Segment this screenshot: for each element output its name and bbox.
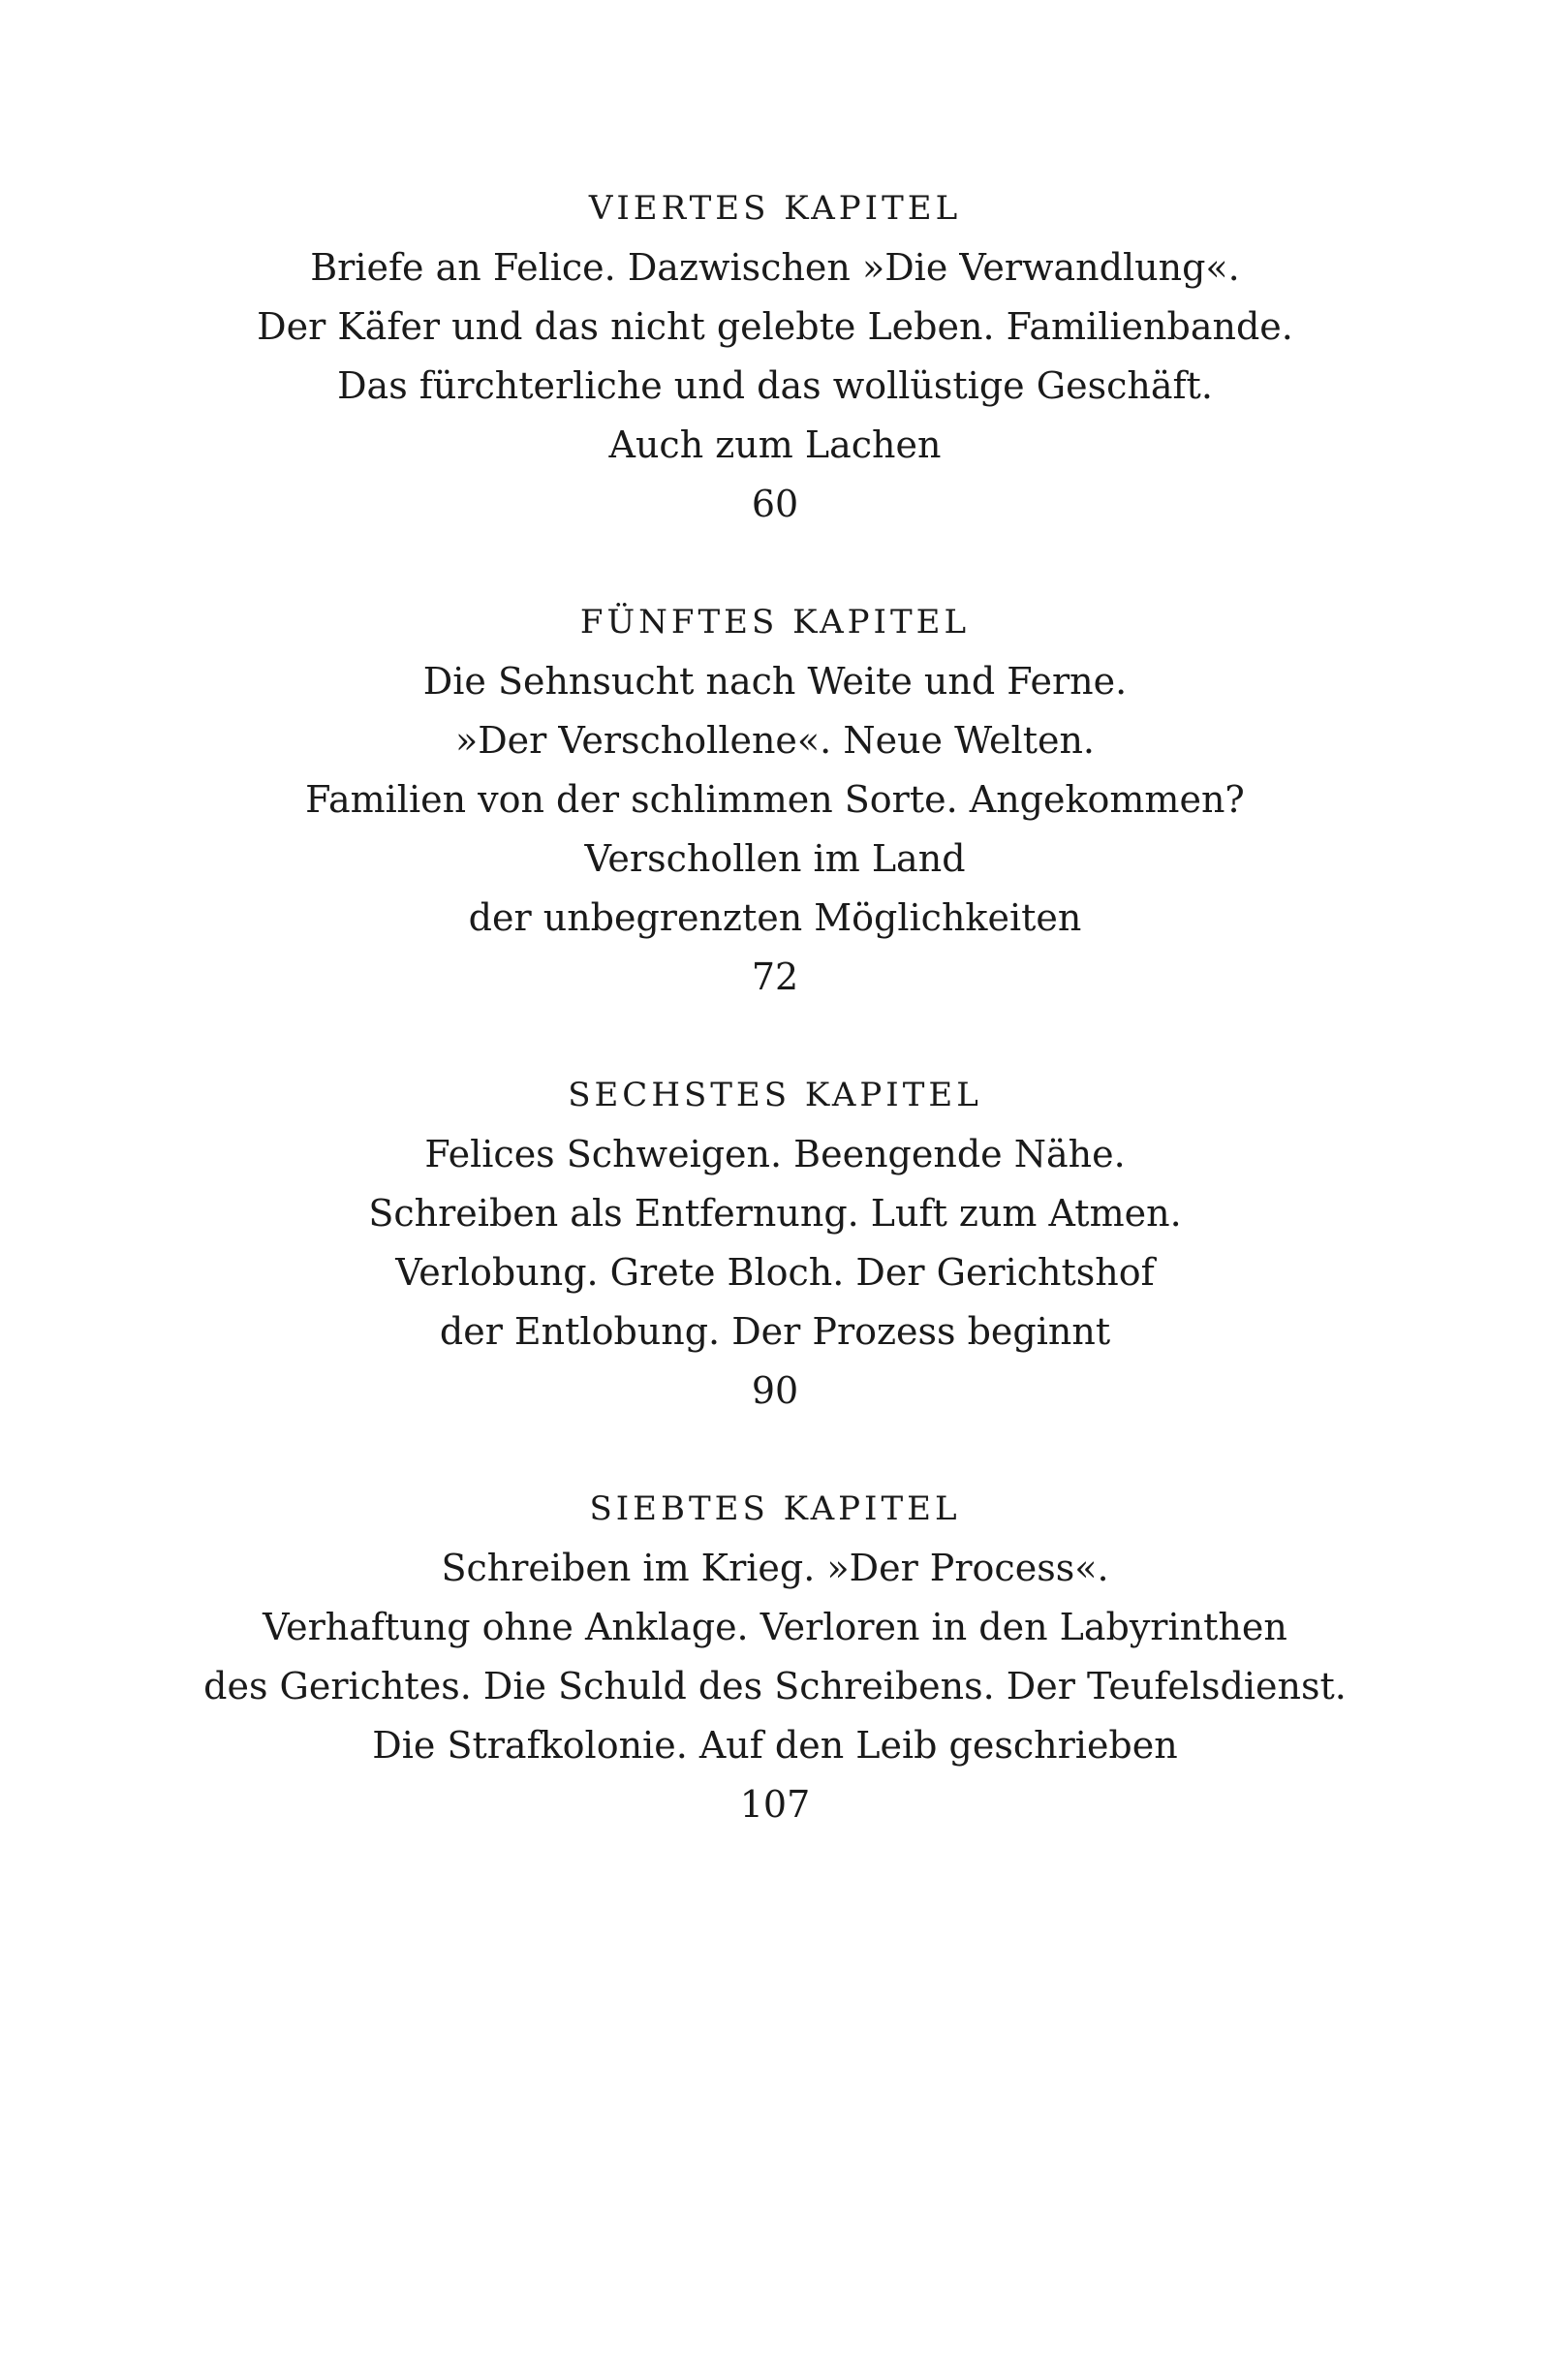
chapter-summary-line: Das fürchterliche und das wollüstige Geschäft. <box>337 364 1213 407</box>
chapter-summary-line: des Gerichtes. Die Schuld des Schreibens. Der Teufelsdienst. <box>203 1665 1347 1707</box>
chapter-summary-line: Familien von der schlimmen Sorte. Angekommen? <box>305 778 1245 821</box>
chapter-summary-line: der Entlobung. Der Prozess beginnt <box>439 1310 1111 1353</box>
chapter-summary-line: Auch zum Lachen <box>608 423 942 466</box>
chapter-summary-line: Felices Schweigen. Beengende Nähe. <box>424 1133 1126 1175</box>
chapter-summary-line: Schreiben als Entfernung. Luft zum Atmen. <box>368 1192 1182 1235</box>
chapter-page-number: 72 <box>751 955 799 998</box>
chapter-summary-line: Verschollen im Land <box>584 837 966 880</box>
table-of-contents <box>0 179 1550 1894</box>
chapter-summary-line: Schreiben im Krieg. »Der Process«. <box>441 1547 1109 1589</box>
chapter-summary-line: »Der Verschollene«. Neue Welten. <box>454 719 1096 762</box>
chapter-heading: FÜNFTES KAPITEL <box>579 603 971 642</box>
chapter-heading: SIEBTES KAPITEL <box>589 1489 961 1528</box>
chapter-summary-line: Verlobung. Grete Bloch. Der Gerichtshof <box>395 1251 1155 1294</box>
chapter-page-number: 107 <box>739 1783 811 1826</box>
chapter-page-number: 60 <box>751 483 799 525</box>
toc-entry-chapter-4 <box>0 179 1550 534</box>
chapter-heading: VIERTES KAPITEL <box>588 189 962 228</box>
chapter-summary-line: Der Käfer und das nicht gelebte Leben. Familienbande. <box>257 305 1293 348</box>
chapter-summary-line: Die Sehnsucht nach Weite und Ferne. <box>422 660 1128 703</box>
chapter-heading: SECHSTES KAPITEL <box>568 1076 982 1114</box>
toc-entry-chapter-7 <box>0 1480 1550 1834</box>
chapter-summary-line: Die Strafkolonie. Auf den Leib geschrieben <box>372 1724 1178 1767</box>
chapter-page-number: 90 <box>751 1369 799 1412</box>
toc-entry-chapter-6 <box>0 1066 1550 1421</box>
toc-entry-chapter-5 <box>0 593 1550 1007</box>
chapter-summary-line: Briefe an Felice. Dazwischen »Die Verwandlung«. <box>310 246 1240 289</box>
chapter-summary-line: Verhaftung ohne Anklage. Verloren in den Labyrinthen <box>263 1606 1287 1648</box>
chapter-summary-line: der unbegrenzten Möglichkeiten <box>468 896 1082 939</box>
